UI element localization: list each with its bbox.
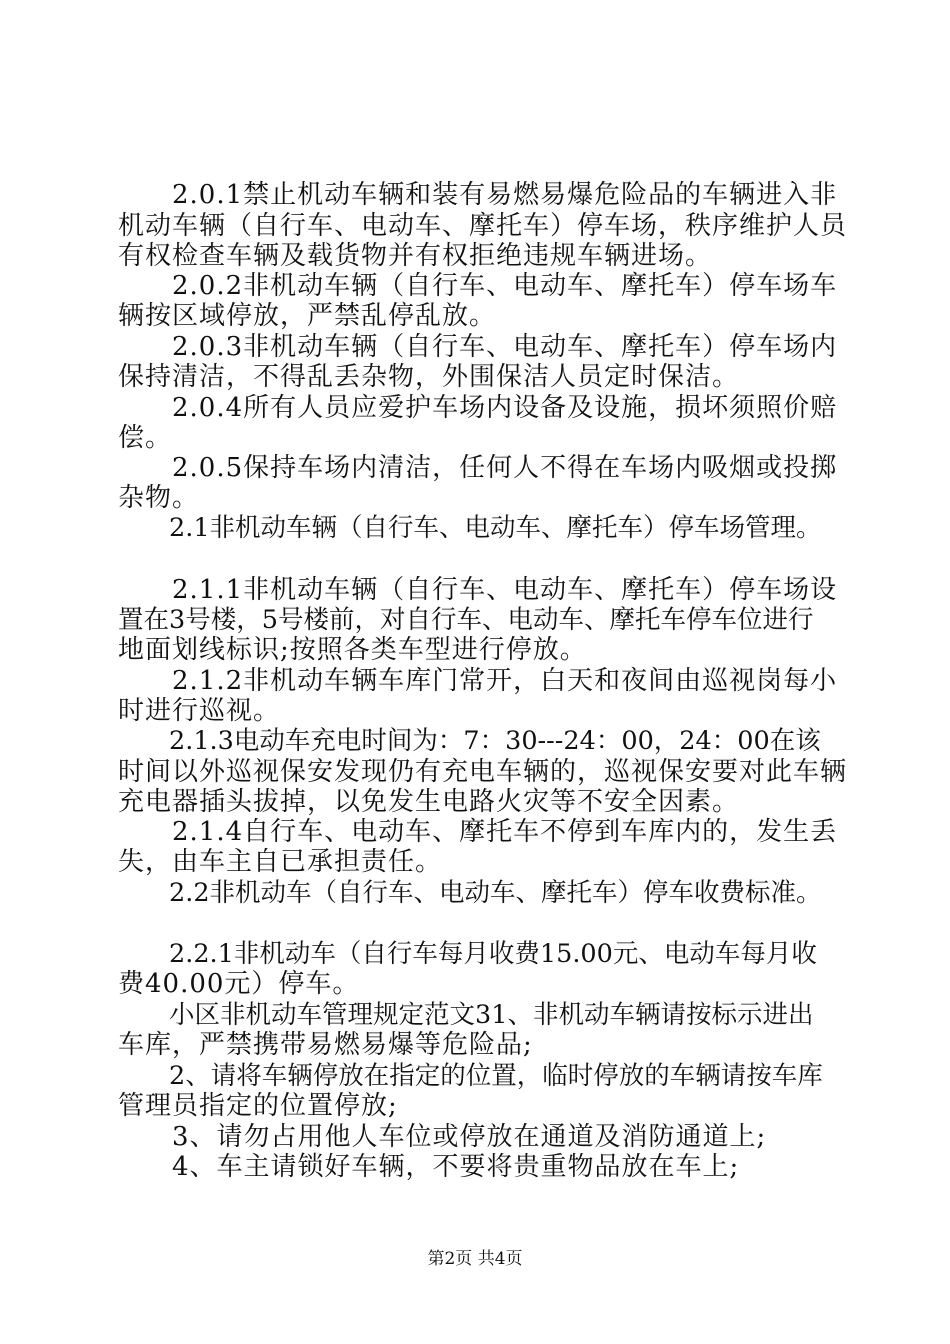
text-line: 2、请将车辆停放在指定的位置，临时停放的车辆请按车库 [118, 1061, 823, 1091]
text-line: 杂物。 [118, 483, 200, 513]
text-line: 地面划线标识;按照各类车型进行停放。 [118, 635, 587, 665]
text-line: 2.1.2非机动车辆车库门常开，白天和夜间由巡视岗每小 [118, 666, 838, 696]
text-line: 费40.00元）停车。 [118, 969, 360, 999]
text-line: 2.0.1禁止机动车辆和装有易燃易爆危险品的车辆进入非 [118, 180, 838, 210]
text-line: 2.1.3电动车充电时间为：7：30---24：00，24：00在该 [118, 726, 821, 756]
text-line: 管理员指定的位置停放; [118, 1091, 398, 1121]
text-line: 2.1非机动车辆（自行车、电动车、摩托车）停车场管理。 [118, 513, 822, 543]
text-line: 小区非机动车管理规定范文31、非机动车辆请按标示进出 [118, 1000, 814, 1030]
text-line: 偿。 [118, 423, 173, 453]
text-line: 2.2非机动车（自行车、电动车、摩托车）停车收费标准。 [118, 878, 822, 908]
text-line: 保持清洁，不得乱丢杂物，外围保洁人员定时保洁。 [118, 362, 740, 392]
text-line: 2.0.5保持车场内清洁，任何人不得在车场内吸烟或投掷 [118, 453, 838, 483]
text-line: 2.0.2非机动车辆（自行车、电动车、摩托车）停车场车 [118, 271, 838, 301]
text-line: 2.0.4所有人员应爱护车场内设备及设施，损坏须照价赔 [118, 393, 838, 423]
text-line: 2.2.1非机动车（自行车每月收费15.00元、电动车每月收 [118, 939, 817, 969]
text-line: 失，由车主自已承担责任。 [118, 847, 443, 877]
text-line: 有权检查车辆及载货物并有权拒绝违规车辆进场。 [118, 241, 713, 271]
text-line: 辆按区域停放，严禁乱停乱放。 [118, 301, 497, 331]
text-line: 2.1.1非机动车辆（自行车、电动车、摩托车）停车场设 [118, 575, 838, 605]
text-line: 置在3号楼，5号楼前，对自行车、电动车、摩托车停车位进行 [118, 605, 814, 635]
text-line: 充电器插头拔掉，以免发生电路火灾等不安全因素。 [118, 787, 740, 817]
text-line: 2.0.3非机动车辆（自行车、电动车、摩托车）停车场内 [118, 332, 838, 362]
text-line: 3、请勿占用他人车位或停放在通道及消防通道上; [118, 1122, 767, 1152]
text-line: 2.1.4自行车、电动车、摩托车不停到车库内的，发生丢 [118, 817, 838, 847]
text-line: 时间以外巡视保安发现仍有充电车辆的，巡视保安要对此车辆 [118, 757, 848, 787]
text-line: 机动车辆（自行车、电动车、摩托车）停车场，秩序维护人员 [118, 211, 848, 241]
page-footer: 第2页 共4页 [427, 1249, 523, 1269]
text-line: 时进行巡视。 [118, 696, 281, 726]
text-line: 车库，严禁携带易燃易爆等危险品; [118, 1030, 533, 1060]
text-line: 4、车主请锁好车辆，不要将贵重物品放在车上; [118, 1152, 740, 1182]
